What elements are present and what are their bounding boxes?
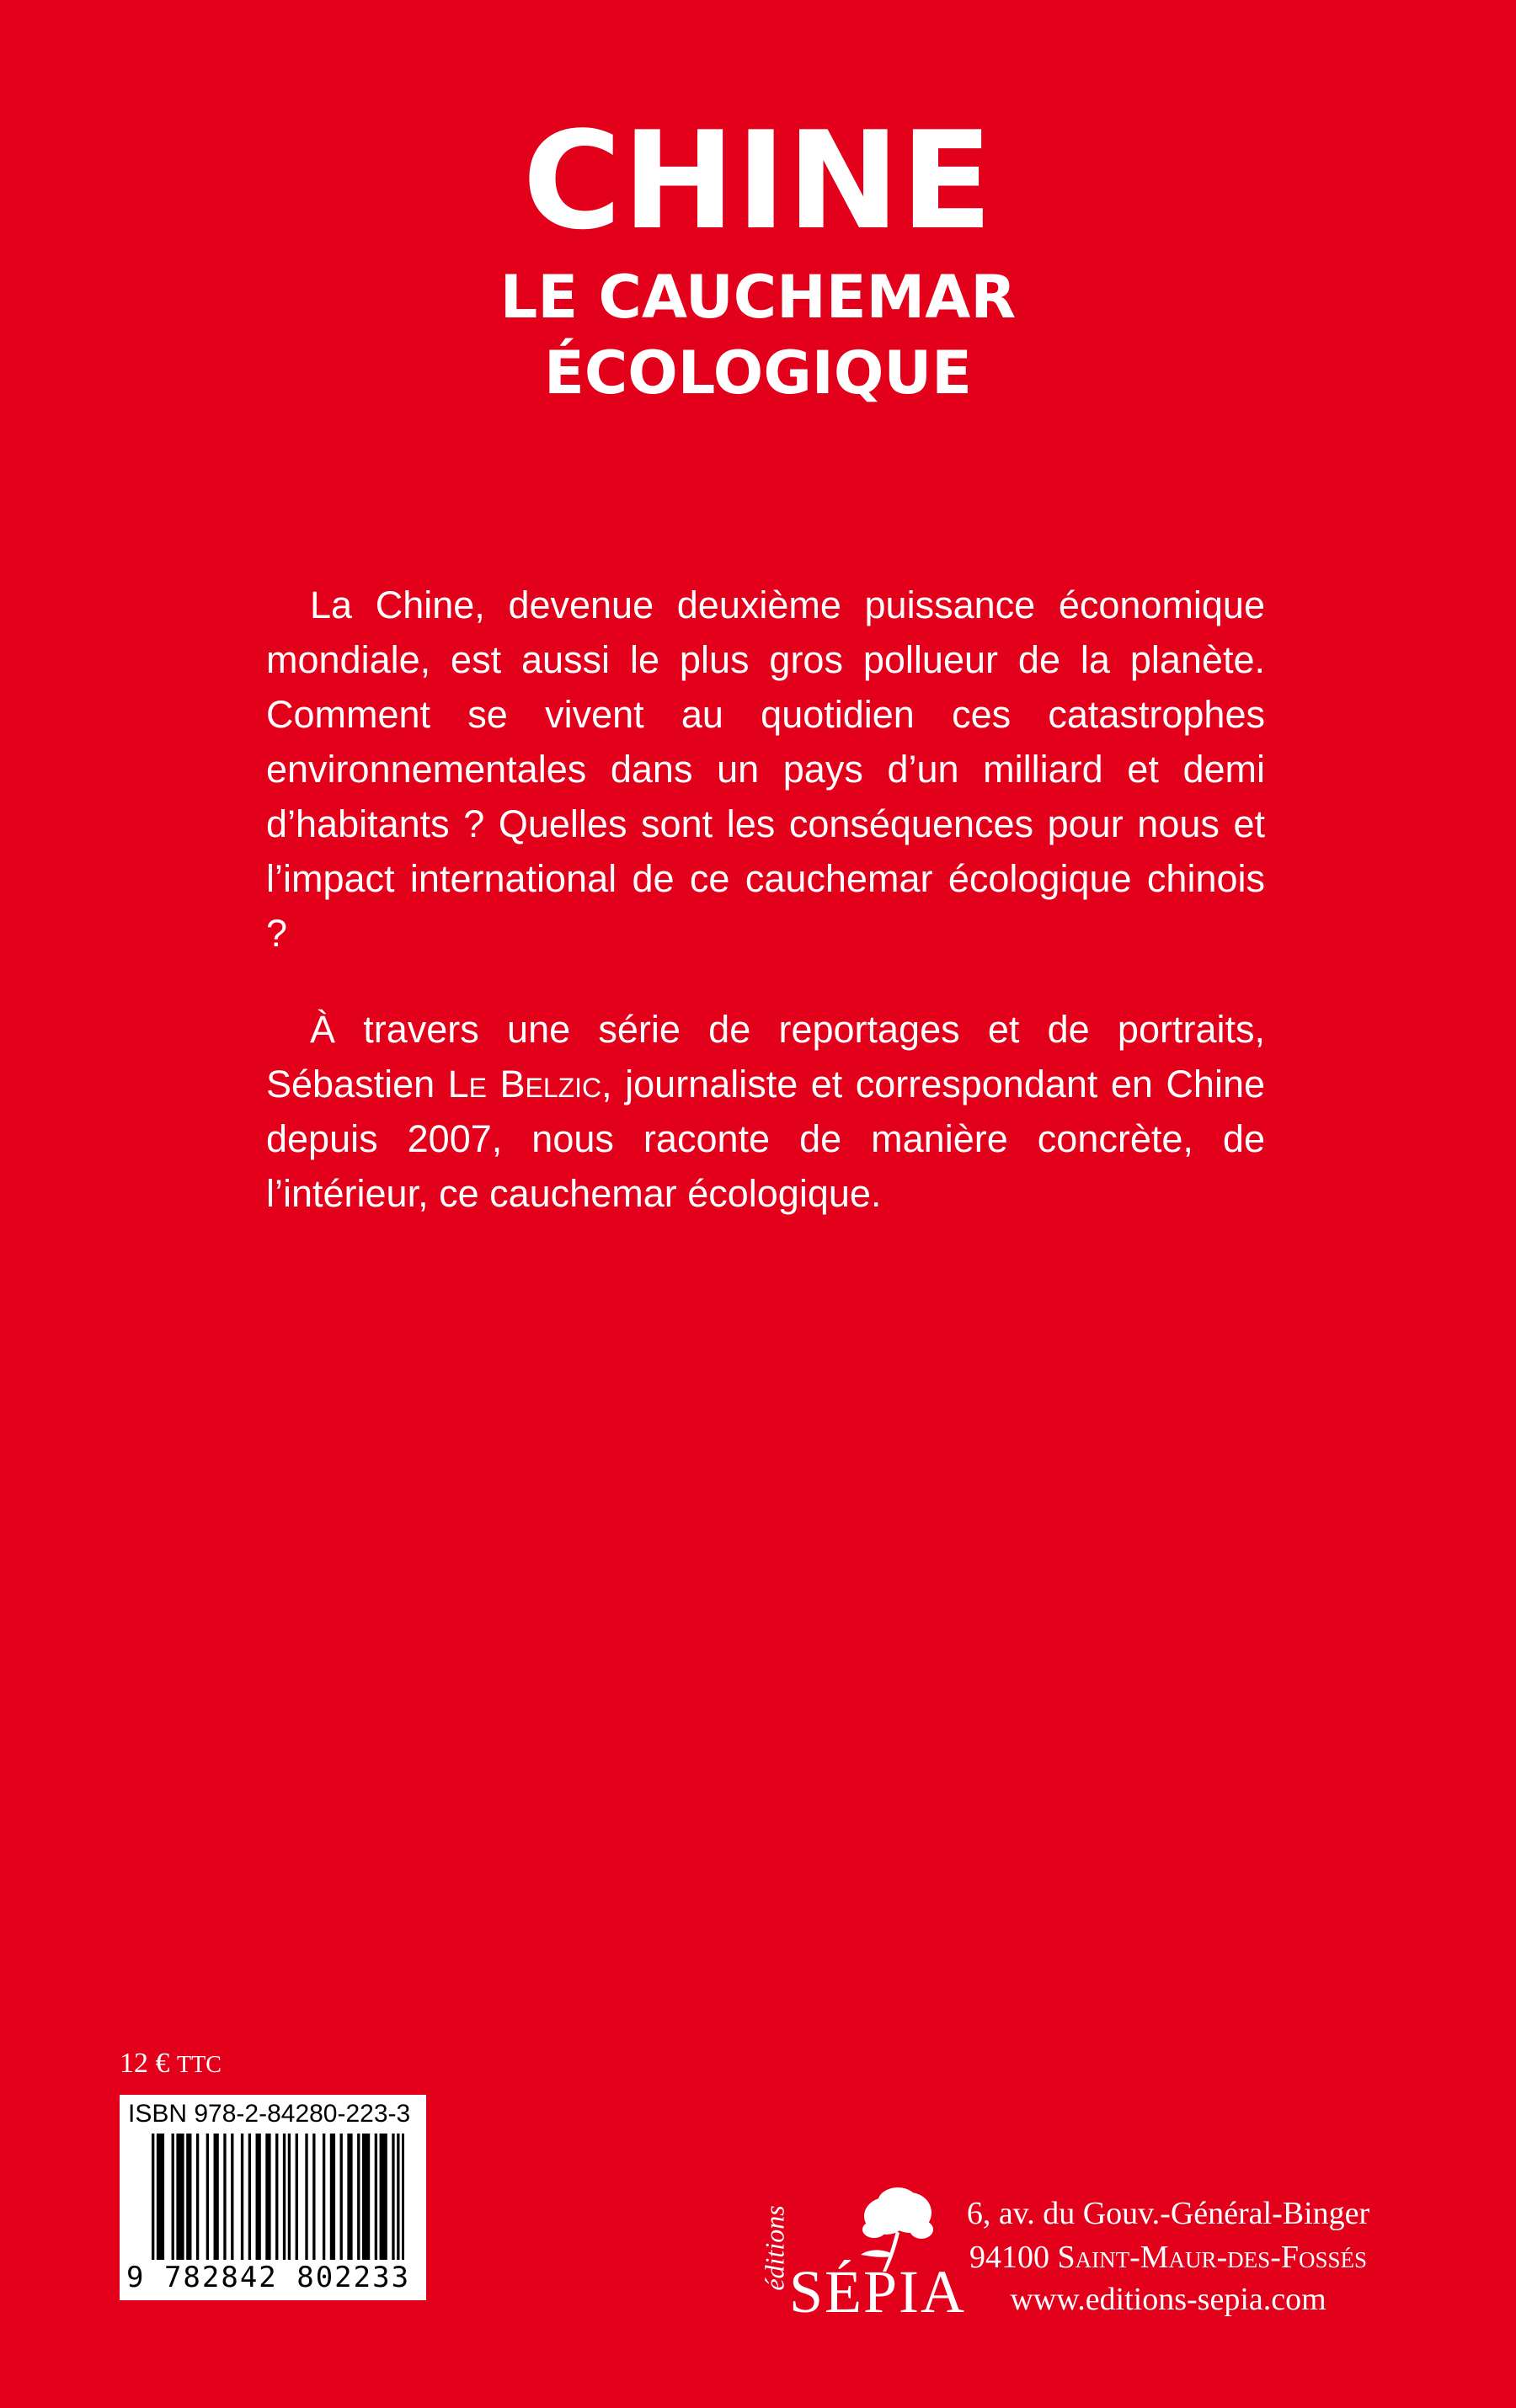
- publisher-address-line-2: [962, 2241, 1375, 2273]
- book-title: CHINE: [522, 102, 994, 259]
- book-subtitle-line-1: LE CAUCHEMAR: [499, 263, 1017, 332]
- blurb-paragraph-1: La Chine, devenue deuxième puissance économique mondiale, est aussi le plus gros pollueur de la planète. Comment se vivent au quotidien ces catastrophes environnementales dans un pays d’un milliard et demi d’habitants ? Quelles sont les conséquences pour nous et l’impact international de ce cauchemar écologique chinois ?: [266, 583, 1265, 955]
- barcode-bar: [382, 2134, 385, 2260]
- barcode-bar: [152, 2134, 154, 2260]
- barcode-bar: [397, 2134, 399, 2260]
- barcode-bar: [231, 2134, 233, 2260]
- barcode-bar: [268, 2134, 270, 2260]
- barcode-bar: [181, 2134, 184, 2260]
- barcode-panel: [120, 2095, 426, 2300]
- price-tax-label: TTC: [177, 2052, 222, 2078]
- barcode-bar: [223, 2134, 226, 2260]
- barcode-bar: [312, 2134, 315, 2260]
- barcode-bar: [189, 2134, 191, 2260]
- barcode-bar: [179, 2134, 181, 2260]
- book-subtitle-line-2: ÉCOLOGIQUE: [544, 338, 972, 408]
- barcode-bar: [350, 2134, 352, 2260]
- barcode-bar: [392, 2134, 394, 2260]
- barcode-bar: [375, 2134, 377, 2260]
- barcode-bar: [256, 2134, 259, 2260]
- barcode-bar: [333, 2134, 335, 2260]
- imprint-text: éditions: [759, 2205, 790, 2291]
- barcode-bar: [196, 2134, 199, 2260]
- barcode-bar: [186, 2134, 189, 2260]
- barcode-bar: [367, 2134, 370, 2260]
- barcode-bar: [330, 2134, 333, 2260]
- isbn-number: ISBN 978-2-84280-223-3: [128, 2100, 411, 2128]
- blurb-paragraph-2-start: À travers une série de reportages et de portraits, Sébastien: [266, 1008, 1265, 1105]
- barcode-bar: [265, 2134, 268, 2260]
- barcode-icon: [152, 2134, 404, 2260]
- barcode-bar: [248, 2134, 251, 2260]
- barcode-bar: [241, 2134, 243, 2260]
- publisher-name: SÉPIA: [788, 2258, 967, 2325]
- barcode-bar: [176, 2134, 179, 2260]
- barcode-bar: [288, 2134, 291, 2260]
- barcode-bar: [347, 2134, 350, 2260]
- barcode-bar: [402, 2134, 404, 2260]
- author-name: Le Belzic: [447, 1063, 602, 1105]
- blurb-paragraph-2-end: , journaliste et correspondant en Chine depuis 2007, nous raconte de manière concrète, de l’intérieur, ce cauchemar écologique.: [266, 1063, 1265, 1215]
- price-label: [120, 2049, 222, 2078]
- barcode-bar: [159, 2134, 162, 2260]
- barcode-bar: [323, 2134, 325, 2260]
- barcode-bar: [157, 2134, 159, 2260]
- barcode-bar: [340, 2134, 343, 2260]
- city-name: Saint-Maur-des-Fossés: [1057, 2240, 1368, 2275]
- price-amount: 12 €: [120, 2048, 170, 2079]
- publisher-address-line-1: 6, av. du Gouv.-Général-Binger: [966, 2196, 1370, 2231]
- ean-digits: 9 782842 802233: [126, 2261, 411, 2294]
- barcode-bar: [216, 2134, 218, 2260]
- barcode-bar: [214, 2134, 216, 2260]
- barcode-bar: [296, 2134, 298, 2260]
- barcode-bar: [384, 2134, 387, 2260]
- barcode-bar: [305, 2134, 307, 2260]
- barcode-bar: [162, 2134, 164, 2260]
- barcode-bar: [365, 2134, 367, 2260]
- barcode-bar: [258, 2134, 260, 2260]
- barcode-bar: [283, 2134, 286, 2260]
- barcode-bar: [275, 2134, 278, 2260]
- barcode-bar: [172, 2134, 174, 2260]
- postal-code: 94100: [969, 2240, 1058, 2275]
- barcode-bar: [206, 2134, 209, 2260]
- publisher-website: www.editions-sepia.com: [1010, 2282, 1326, 2317]
- blurb-paragraph-2: [266, 1002, 1265, 1221]
- barcode-bar: [357, 2134, 360, 2260]
- barcode-bar: [362, 2134, 365, 2260]
- barcode-bar: [380, 2134, 382, 2260]
